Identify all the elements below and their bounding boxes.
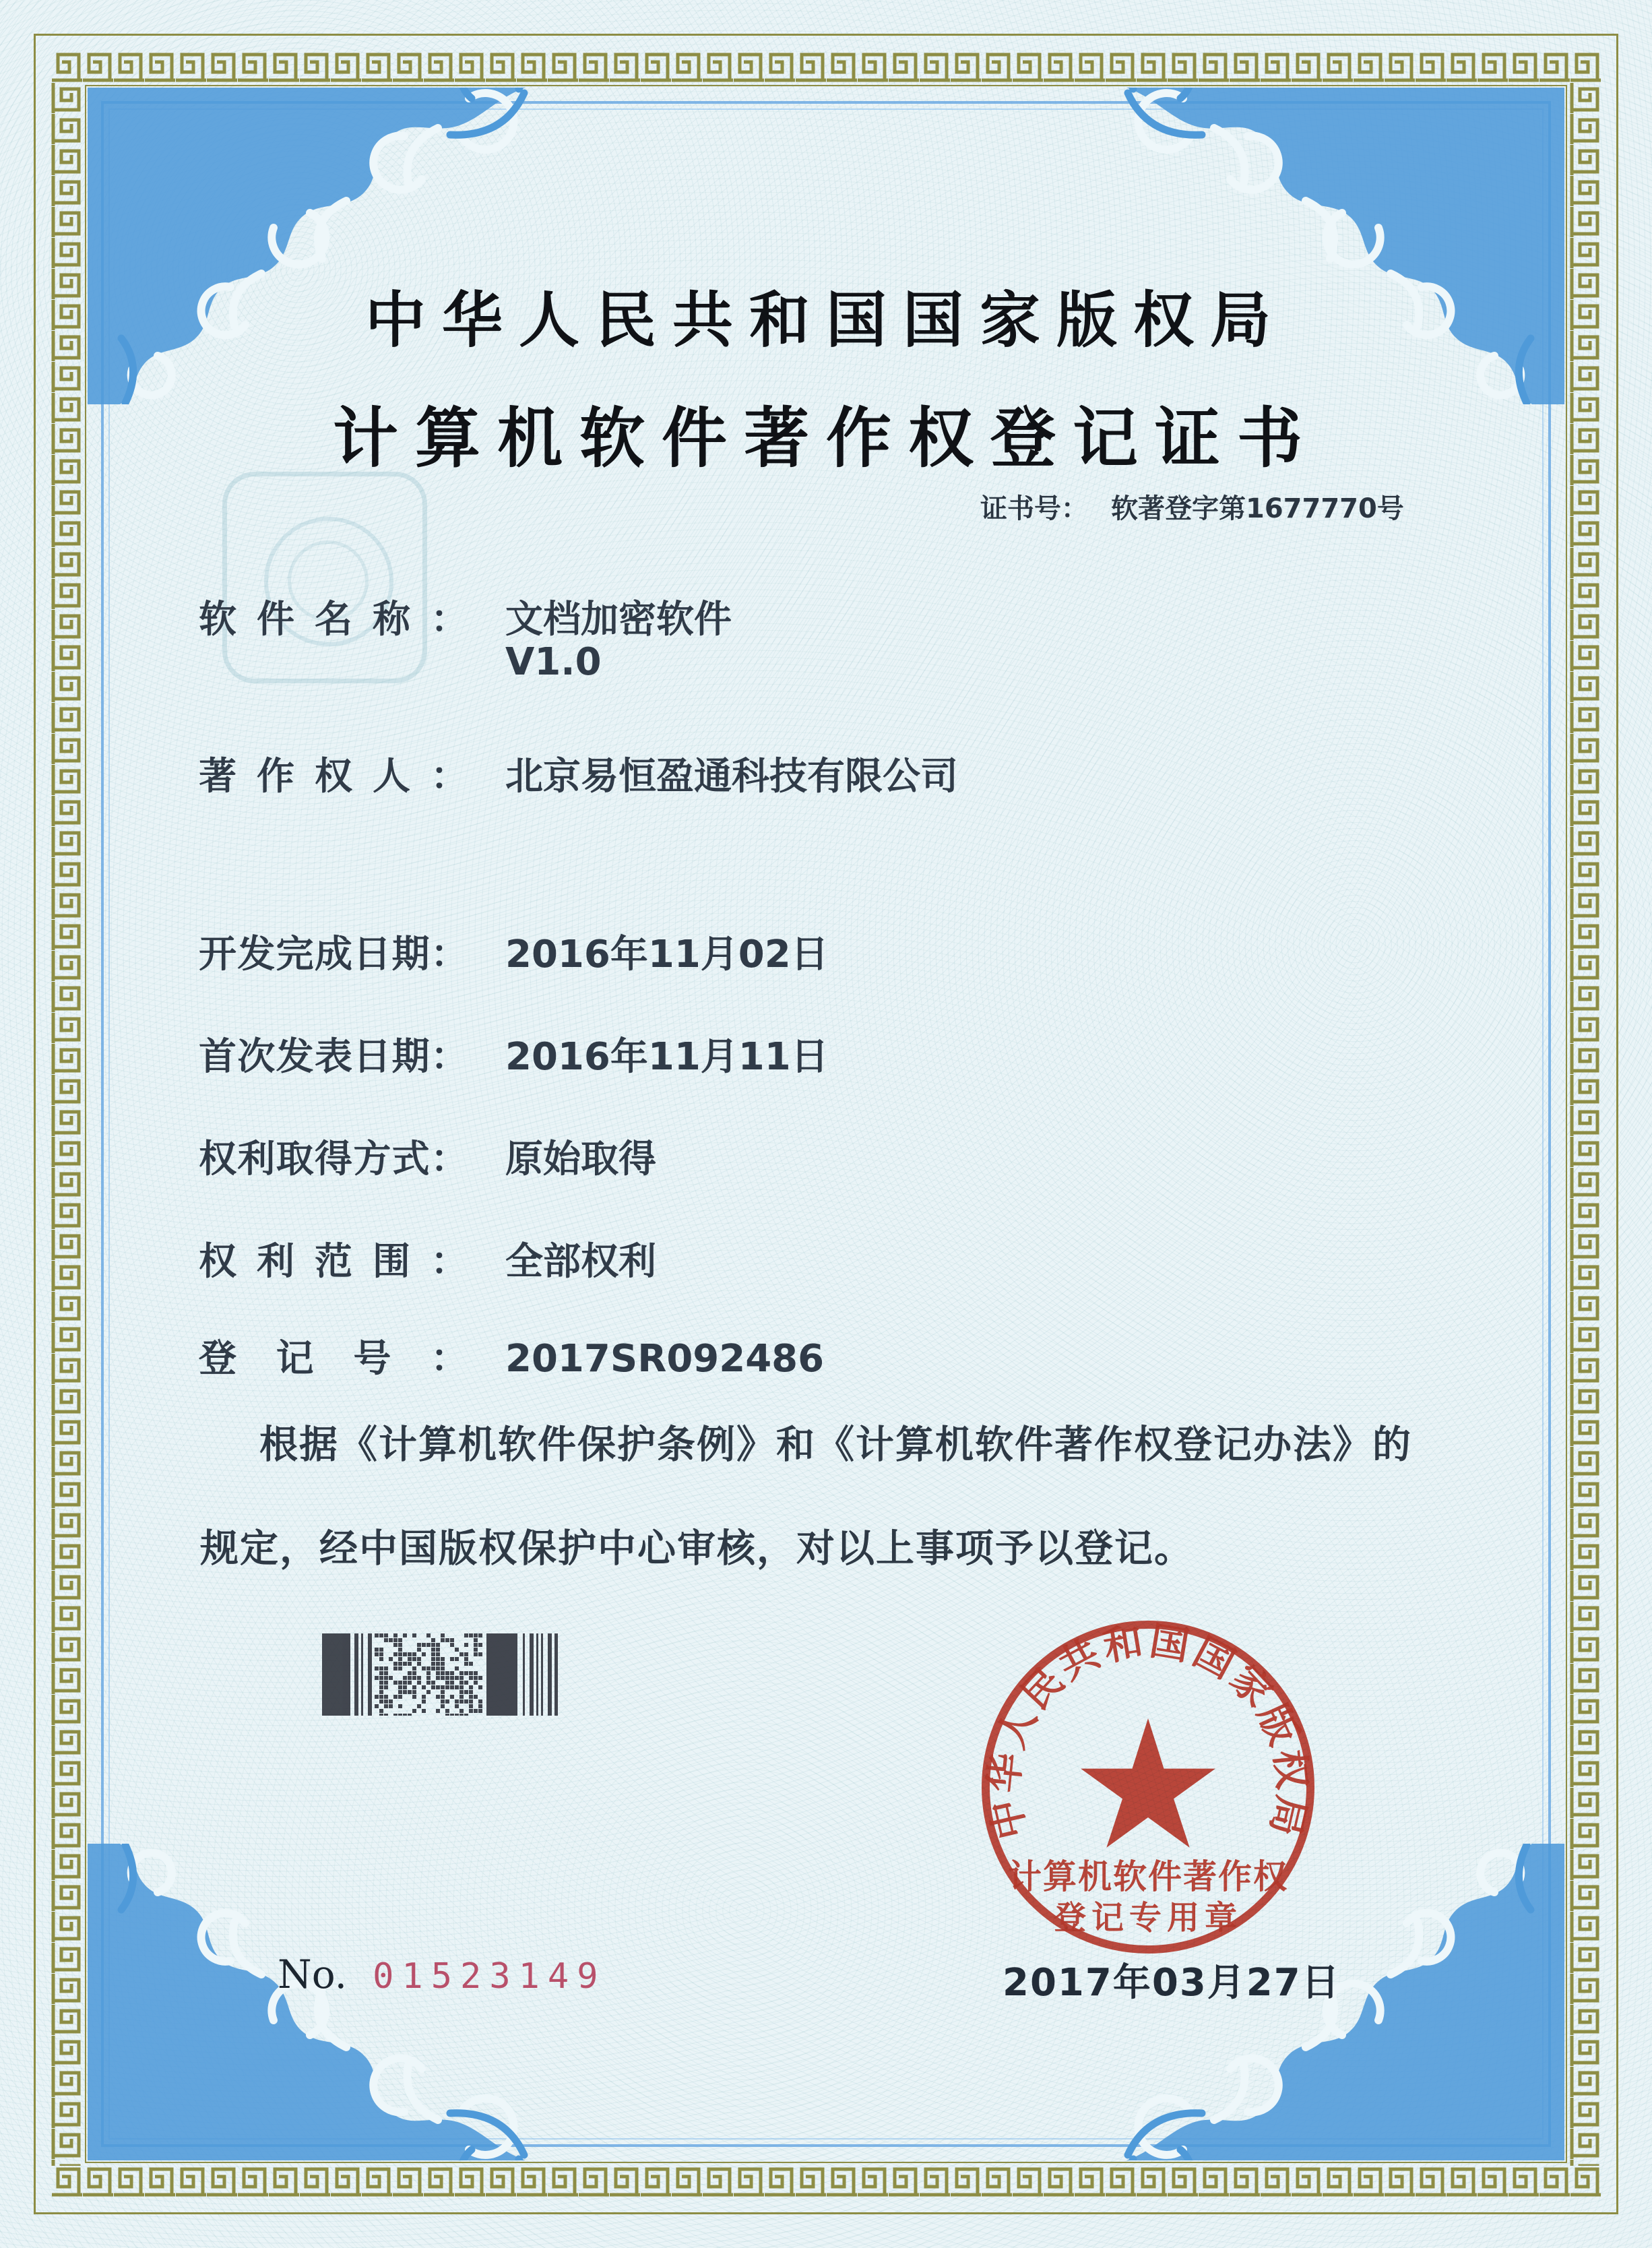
statement-line-1: 根据《计算机软件保护条例》和《计算机软件著作权登记办法》的 bbox=[259, 1423, 1412, 1467]
certificate-number-label: 证书号： bbox=[980, 493, 1088, 524]
serial-label: No. bbox=[278, 1952, 348, 1997]
field-registration-number-value: 2017SR092486 bbox=[505, 1337, 825, 1381]
barcode-2d bbox=[322, 1633, 558, 1716]
border-greek-key-top bbox=[51, 51, 1601, 82]
seal-caption-line1: 计算机软件著作权 bbox=[1008, 1857, 1288, 1896]
field-software-name bbox=[199, 590, 732, 644]
certificate-number-value: 软著登字第1677770号 bbox=[1111, 493, 1404, 524]
field-rights-acquisition-value: 原始取得 bbox=[505, 1137, 656, 1181]
field-dev-complete-date-label: 开发完成日期： bbox=[199, 933, 468, 976]
issue-date: 2017年03月27日 bbox=[1003, 1961, 1341, 2005]
seal-star bbox=[1081, 1718, 1215, 1848]
field-registration-number-label: 登记号： bbox=[199, 1337, 468, 1381]
statement-line-2: 规定，经中国版权保护中心审核，对以上事项予以登记。 bbox=[200, 1526, 1194, 1571]
field-first-publish-date bbox=[199, 1027, 829, 1081]
field-copyright-owner-label: 著作权人： bbox=[199, 755, 468, 799]
embossed-watermark bbox=[222, 472, 427, 683]
field-first-publish-date-label: 首次发表日期： bbox=[199, 1035, 468, 1079]
field-rights-scope-label: 权利范围： bbox=[199, 1240, 468, 1284]
border-greek-key-bottom bbox=[51, 2166, 1601, 2197]
certificate-number-line bbox=[980, 487, 1404, 526]
field-software-name-value: 文档加密软件 bbox=[505, 598, 732, 642]
seal-ring-text: 中华人民共和国国家版权局 bbox=[980, 1617, 1316, 1844]
field-dev-complete-date-value: 2016年11月02日 bbox=[505, 933, 829, 976]
field-dev-complete-date bbox=[199, 925, 829, 978]
field-software-version-value: V1.0 bbox=[505, 640, 602, 684]
field-copyright-owner-value: 北京易恒盈通科技有限公司 bbox=[505, 755, 958, 799]
field-copyright-owner bbox=[199, 747, 958, 801]
official-seal bbox=[978, 1617, 1319, 1958]
seal-caption-line2: 登记专用章 bbox=[1053, 1899, 1243, 1937]
field-rights-acquisition-label: 权利取得方式： bbox=[199, 1137, 468, 1181]
corner-flourish-bottom-left bbox=[88, 1844, 532, 2160]
serial-number: 01523149 bbox=[373, 1956, 606, 1997]
field-rights-scope bbox=[199, 1232, 656, 1286]
field-first-publish-date-value: 2016年11月11日 bbox=[505, 1035, 829, 1079]
field-registration-number bbox=[199, 1329, 824, 1383]
field-rights-acquisition bbox=[199, 1129, 656, 1183]
authority-title: 中华人民共和国国家版权局 bbox=[365, 285, 1287, 356]
field-software-name-label: 软件名称： bbox=[199, 598, 468, 642]
certificate-title: 计算机软件著作权登记证书 bbox=[333, 400, 1319, 476]
serial-line bbox=[278, 1952, 606, 1997]
field-rights-scope-value: 全部权利 bbox=[505, 1240, 656, 1284]
